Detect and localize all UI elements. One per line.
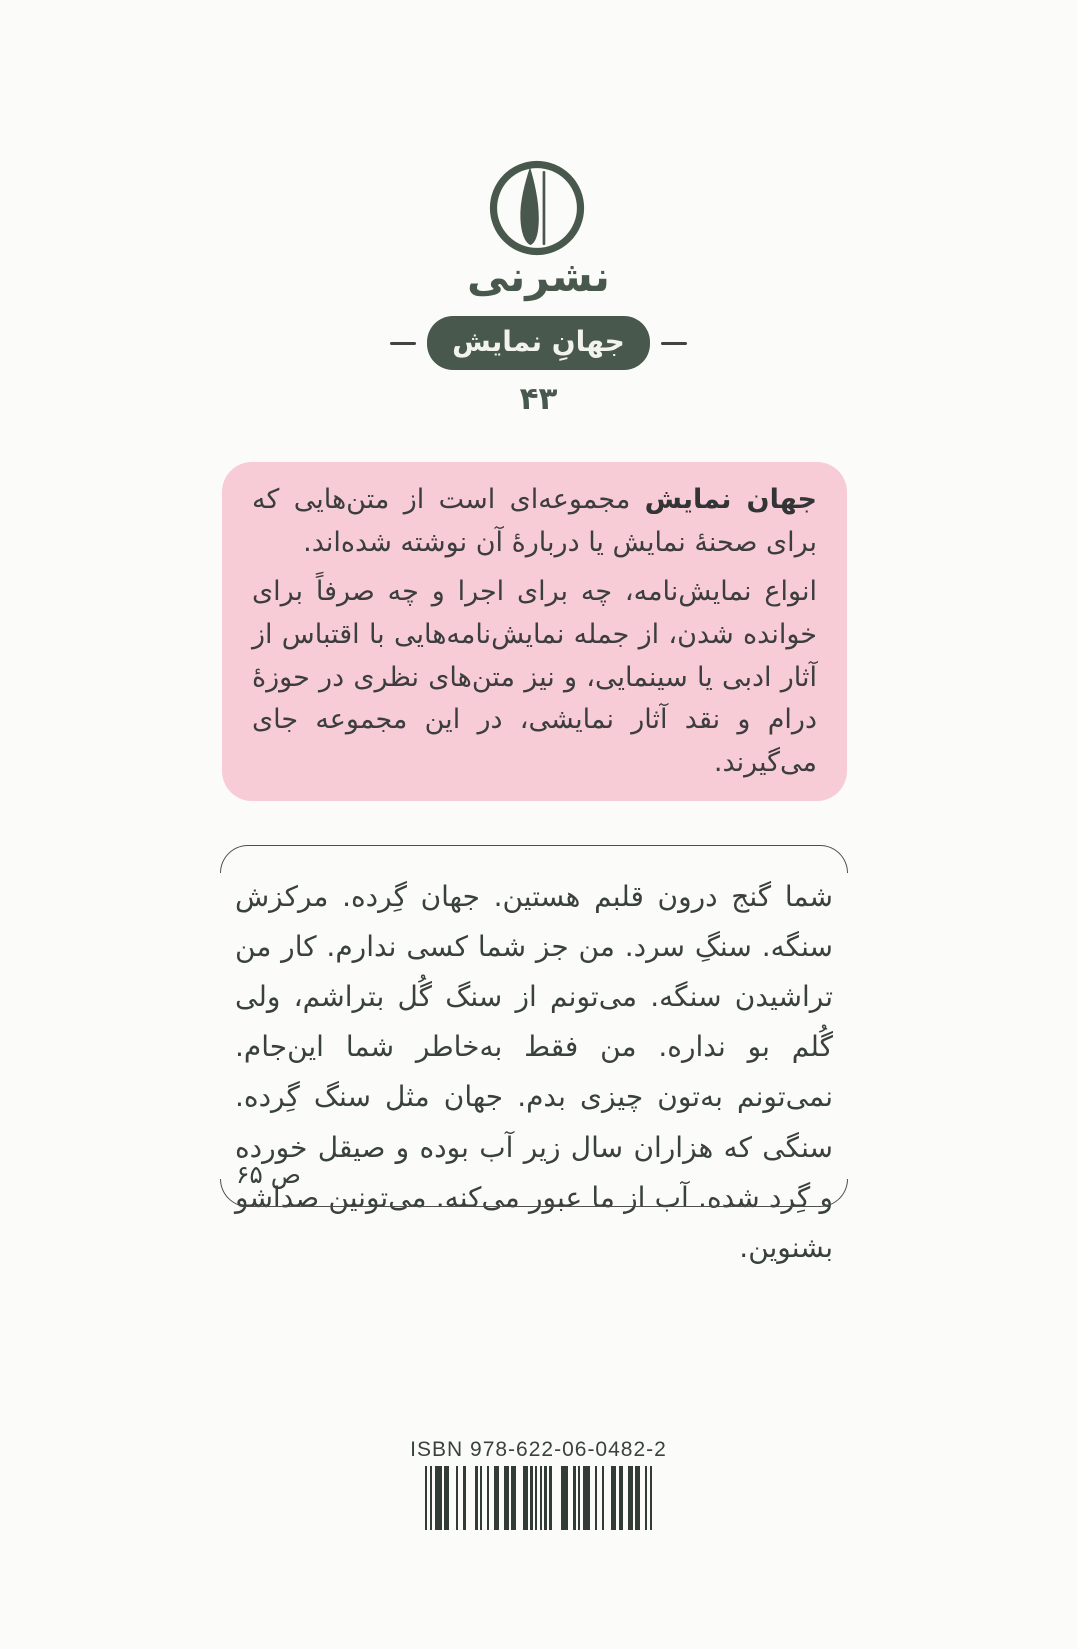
series-description-rest: مجموعه‌ای است از متن‌هایی که برای صحنهٔ نمایش یا دربارهٔ آن نوشته شده‌اند.: [252, 484, 817, 558]
publisher-wordmark: نشرنی: [467, 252, 610, 301]
isbn-label: ISBN 978-622-06-0482-2: [410, 1438, 667, 1461]
banner-right-dash: [661, 342, 687, 345]
series-name-pill: جهانِ نمایش: [427, 316, 650, 370]
banner-left-dash: [390, 342, 416, 345]
series-description-lead: جهان نمایش: [644, 484, 817, 515]
excerpt-text: شما گنج درون قلبم هستین. جهان گِرده. مرکزش سنگه. سنگِ سرد. من جز شما کسی ندارم. کار من تراشیدن سنگه. می‌تونم از سنگ گُل بتراشم، ولی گُلم بو نداره. من فقط به‌خاطر شما این‌جام. نمی‌تونم به‌تون چیزی بدم. جهان مثل سنگ گِرده. سنگی که هزاران سال زیر آب بوده و صیقل خورده و گِرد شده. آب از ما عبور می‌کنه. می‌تونین صداشو بشنوین.: [235, 880, 833, 1264]
series-description-paragraph-1: [252, 479, 817, 564]
series-description-paragraph-2: انواع نمایش‌نامه، چه برای اجرا و چه صرفاً برای خوانده شدن، از جمله نمایش‌نامه‌هایی با اقتباس از آثار ادبی یا سینمایی، و نیز متن‌های نظری در حوزهٔ درام و نقد آثار نمایشی، در این مجموعه جای می‌گیرند.: [252, 576, 817, 778]
isbn-block: [0, 1438, 1077, 1530]
excerpt-box-top-border: [220, 845, 848, 873]
excerpt-box-bottom-border: [220, 1179, 848, 1207]
series-description-box: [222, 462, 847, 801]
series-number: ۴۳: [519, 381, 558, 417]
excerpt-box: [220, 845, 848, 1264]
series-banner: [0, 316, 1077, 370]
ean-barcode: [425, 1466, 652, 1530]
excerpt-page-reference: ص ۶۵: [236, 1160, 302, 1189]
publisher-logo-icon: [489, 155, 586, 263]
